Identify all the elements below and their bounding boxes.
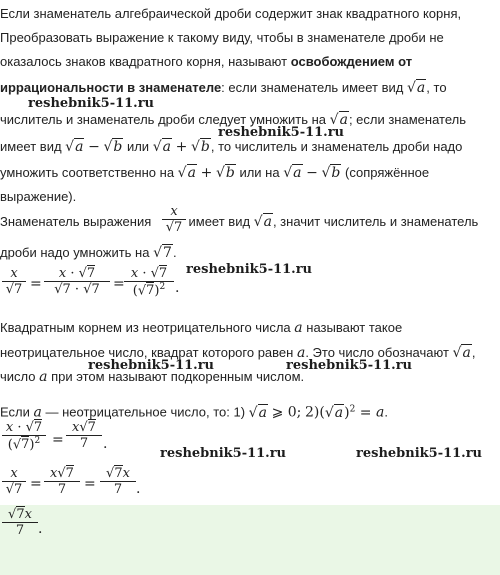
watermark: reshebnik5-11.ru <box>186 262 313 277</box>
text-line-10: дроби надо умножить на √7. <box>0 245 177 261</box>
period: . <box>175 280 180 296</box>
text-line-1: Если знаменатель алгебраической дроби содержит знак квадратного корня, <box>0 6 462 21</box>
watermark: reshebnik5-11.ru <box>28 96 155 111</box>
watermark: reshebnik5-11.ru <box>356 446 483 461</box>
equals-sign: = <box>84 476 96 492</box>
watermark: reshebnik5-11.ru <box>160 446 287 461</box>
eq1-frac-2: x · √7 √7 · √7 <box>44 266 110 297</box>
text-line-9: Знаменатель выражения имеет вид √a, значит числитель и знаменатель <box>0 214 479 230</box>
text-line-12: неотрицательное число, квадрат которого равен a. Это число обозначают √a, <box>0 345 476 361</box>
text-line-5: числитель и знаменатель дроби следует умножить на √a; если знаменатель <box>0 112 466 128</box>
eq1-frac-1: x √7 <box>2 266 26 297</box>
text-line-8: выражение). <box>0 189 77 204</box>
text-line-7: умножить соответственно на √a + √b или на √a − √b (сопряжённое <box>0 165 430 181</box>
equals-sign: = <box>30 276 42 292</box>
answer-frac: √7x 7 <box>2 507 38 538</box>
text-line-4: иррациональности в знаменателе: если знаменатель имеет вид √a, то <box>0 80 447 96</box>
period: . <box>136 481 141 497</box>
equals-sign: = <box>113 276 125 292</box>
watermark: reshebnik5-11.ru <box>88 358 215 373</box>
text-line-14: Если a — неотрицательное число, то: 1) √a ⩾ 0; $2)(√a)^2 = a$. <box>0 404 388 421</box>
period: . <box>103 436 108 452</box>
watermark: reshebnik5-11.ru <box>218 125 345 140</box>
equals-sign: = <box>30 476 42 492</box>
text-line-3: оказалось знаков квадратного корня, называют освобождением от <box>0 54 413 69</box>
eq3-frac-1: x √7 <box>2 466 26 497</box>
text-line-2: Преобразовать выражение к такому виду, чтобы в знаменателе дроби не <box>0 30 444 45</box>
text-line-13: число a при этом называют подкоренным числом. <box>0 369 305 385</box>
watermark: reshebnik5-11.ru <box>286 358 413 373</box>
fraction-x-over-sqrt7: x √7 <box>162 204 186 235</box>
eq3-frac-2: x√7 7 <box>44 466 80 497</box>
text-line-11: Квадратным корнем из неотрицательного числа a называют такое <box>0 320 403 336</box>
eq3-frac-3: √7x 7 <box>100 466 136 497</box>
highlight-band <box>0 505 500 575</box>
eq1-frac-3: x · √7 $(√7)^2$ <box>124 266 174 298</box>
eq2-frac-1: x · √7 $(√7)^2$ <box>2 420 46 452</box>
period: . <box>38 521 43 537</box>
equals-sign: = <box>52 432 64 448</box>
text-line-6: имеет вид √a − √b или √a + √b, то числитель и знаменатель дроби надо <box>0 139 463 155</box>
eq2-frac-2: x√7 7 <box>66 420 102 451</box>
